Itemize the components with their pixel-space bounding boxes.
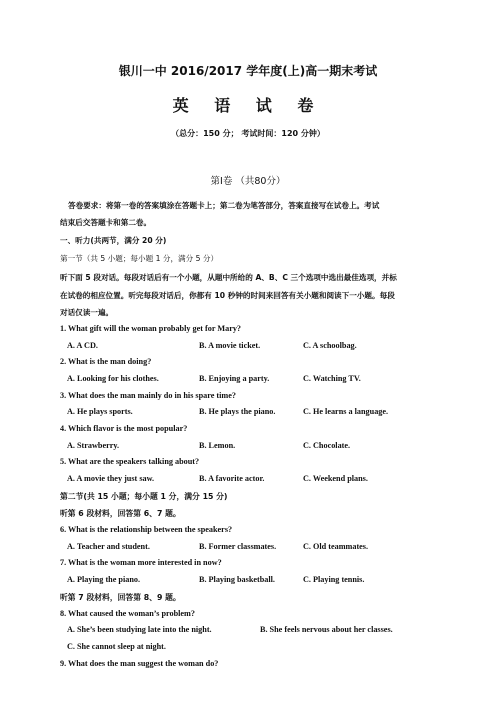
question-8: 8. What caused the woman’s problem? (60, 609, 195, 618)
q8-option-a: A. She’s been studying late into the night. (67, 625, 212, 634)
q6-option-b: B. Former classmates. (199, 542, 277, 551)
q6-option-c: C. Old teammates. (303, 542, 369, 551)
question-1: 1. What gift will the woman probably get for Mary? (60, 324, 242, 333)
q2-option-c: C. Watching TV. (303, 374, 361, 383)
q6-option-a: A. Teacher and student. (67, 542, 150, 551)
q1-option-b: B. A movie ticket. (199, 341, 261, 350)
q4-option-c: C. Chocolate. (303, 441, 351, 450)
q1-option-c: C. A schoolbag. (303, 341, 357, 350)
q5-option-b: B. A favorite actor. (199, 474, 265, 483)
q7-option-b: B. Playing basketball. (199, 575, 275, 584)
q3-option-b: B. He plays the piano. (199, 407, 276, 416)
q2-option-a: A. Looking for his clothes. (67, 374, 159, 383)
school-title: 银川一中 2016/2017 学年度(上)高一期末考试 (118, 64, 378, 78)
paper-title: 英 语 试 卷 (172, 96, 324, 115)
instructions-line-2: 结束后交答题卡和第二卷。 (60, 218, 152, 227)
instructions-line-1: 答卷要求：将第一卷的答案填涂在答题卡上；第二卷为笔答部分，答案直接写在试卷上。考试 (68, 201, 380, 210)
volume-title: 第Ⅰ卷 （共80分） (210, 176, 286, 187)
q4-option-a: A. Strawberry. (67, 441, 120, 450)
q5-option-a: A. A movie they just saw. (67, 474, 155, 483)
q4-option-b: B. Lemon. (199, 441, 236, 450)
question-7: 7. What is the woman more interested in now? (60, 558, 222, 567)
directions-line-3: 对话仅读一遍。 (60, 308, 114, 317)
score-time: （总分：150 分； 考试时间：120 分钟） (171, 129, 325, 138)
question-6: 6. What is the relationship between the speakers? (60, 525, 233, 534)
q8-option-c: C. She cannot sleep at night. (67, 642, 166, 651)
section2-title: 第二节(共 15 小题；每小题 1 分，满分 15 分) (60, 492, 228, 501)
material-7: 听第 7 段材料，回答第 8、9 题。 (60, 593, 181, 602)
q7-option-c: C. Playing tennis. (303, 575, 365, 584)
q8-option-b: B. She feels nervous about her classes. (260, 625, 393, 634)
directions-line-2: 在试卷的相应位置。听完每段对话后，你都有 10 秒钟的时间来回答有关小题和阅读下一小题。每段 (60, 291, 395, 300)
material-6: 听第 6 段材料，回答第 6、7 题。 (60, 509, 181, 518)
question-2: 2. What is the man doing? (60, 357, 152, 366)
question-4: 4. Which flavor is the most popular? (60, 424, 188, 433)
question-9: 9. What does the man suggest the woman do? (60, 659, 219, 668)
q7-option-a: A. Playing the piano. (67, 575, 141, 584)
section1-title: 第一节（共 5 小题；每小题 1 分，满分 5 分） (60, 254, 219, 263)
part1-title: 一、听力(共两节，满分 20 分) (60, 236, 167, 245)
q5-option-c: C. Weekend plans. (303, 474, 368, 483)
q3-option-c: C. He learns a language. (303, 407, 389, 416)
question-5: 5. What are the speakers talking about? (60, 457, 200, 466)
q2-option-b: B. Enjoying a party. (199, 374, 270, 383)
q1-option-a: A. A CD. (67, 341, 98, 350)
directions-line-1: 听下面 5 段对话。每段对话后有一个小题，从题中所给的 A、B、C 三个选项中选出最佳选项，并标 (60, 273, 397, 282)
q3-option-a: A. He plays sports. (67, 407, 133, 416)
question-3: 3. What does the man mainly do in his spare time? (60, 391, 236, 400)
